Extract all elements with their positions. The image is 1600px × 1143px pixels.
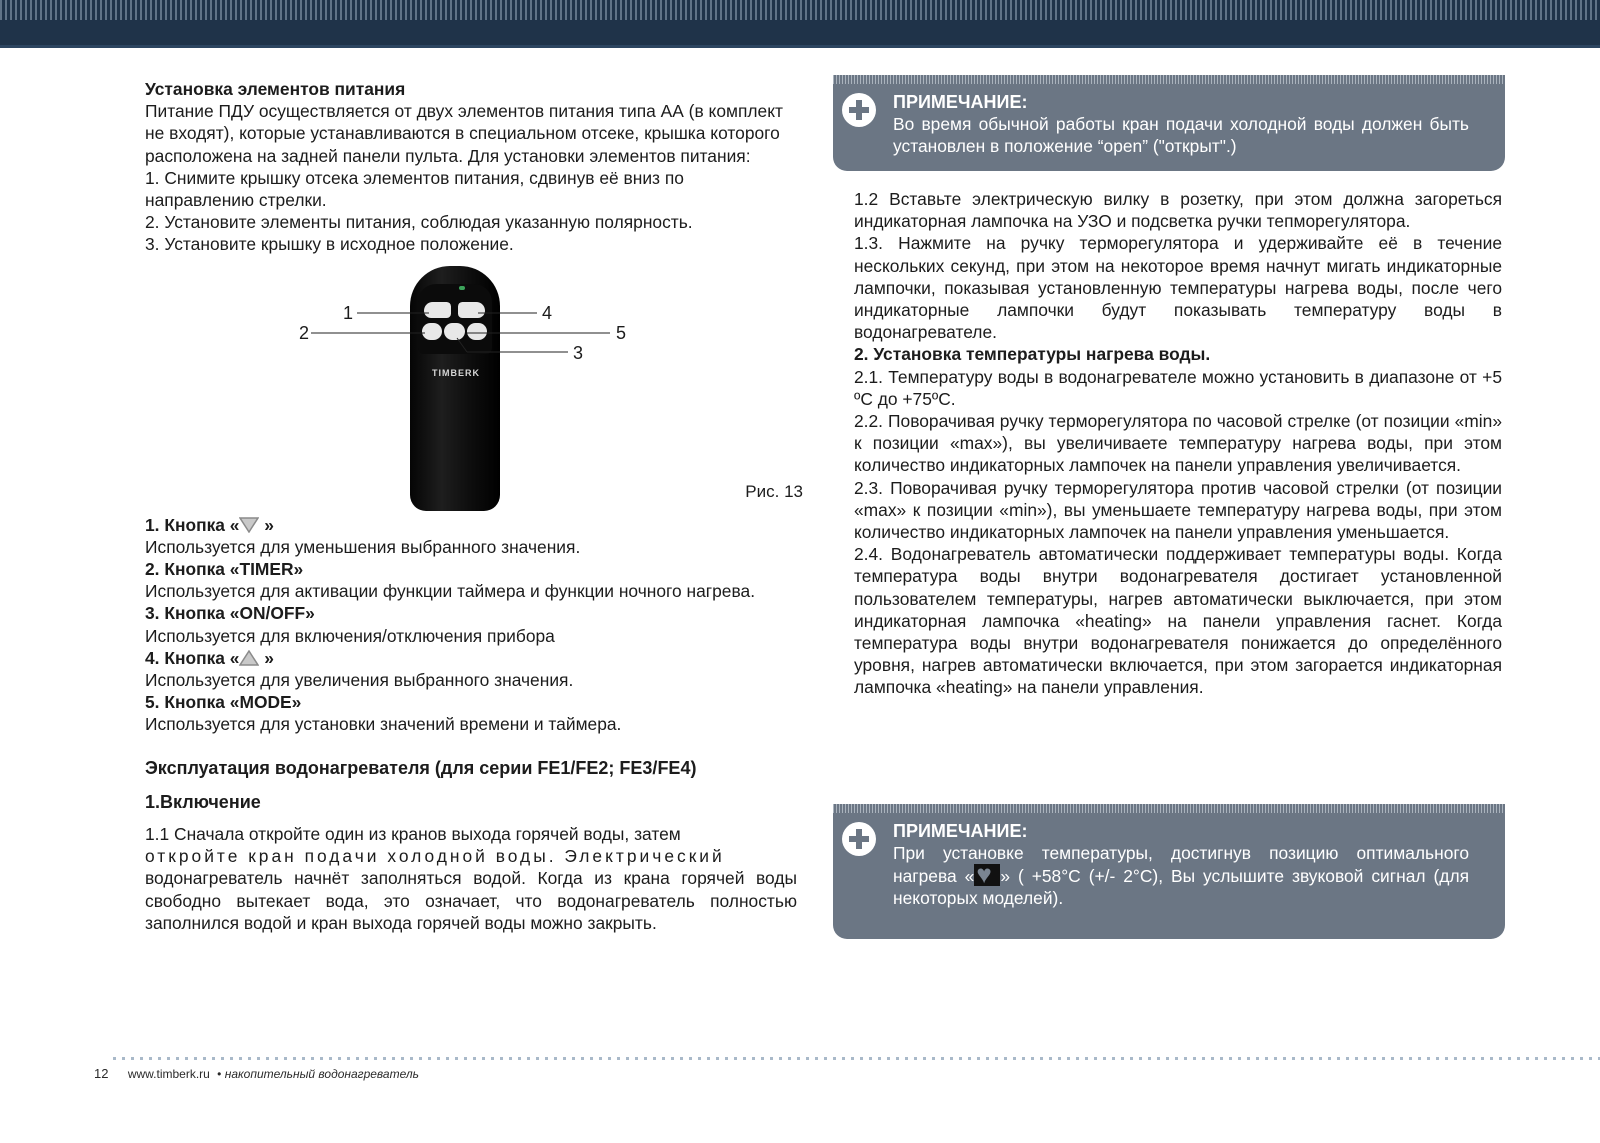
button-3-title: 3. Кнопка «ON/OFF» [145, 603, 315, 624]
step-2-4: 2.4. Водонагреватель автоматически поддерживает температуры воды. Когда температура воды внутри водонагревателя достигает установленной пользователем температуры, нагрев автоматически выключается, при этом индикаторная лампочка «heating» на панели управления гаснет. Когда температура воды внутри водонагревателя понижается до определённого уровня, нагрев автоматически включается, при этом загорается индикаторная лампочка «heating» на панели управления. [854, 544, 1502, 698]
note-box-1 [833, 75, 1505, 171]
up-triangle-icon [239, 650, 259, 666]
section-2-title: 2. Установка температуры нагрева воды. [854, 344, 1211, 365]
heart-icon [974, 864, 1000, 886]
note-hatch [833, 75, 1505, 84]
note-2-body: При установке температуры, достигнув позицию оптимального нагрева «♥ » ( +58°С (+/- 2°С), Вы услышите звуковой сигнал (для некоторых моделей). [893, 842, 1469, 909]
callout-1: 1 [343, 302, 354, 323]
top-bar-stripes [0, 0, 1600, 20]
footer-dotted-line [113, 1057, 1600, 1060]
callout-4: 4 [542, 302, 553, 323]
page-number: 12 [94, 1066, 109, 1081]
button-4-desc: Используется для увеличения выбранного значения. [145, 670, 574, 691]
button-3-desc: Используется для включения/отключения прибора [145, 625, 555, 646]
step-2-3: 2.3. Поворачивая ручку терморегулятора против часовой стрелки (от позиции «max» к позиции «min»), вы уменьшаете температуру нагрева воды, при этом количество индикаторных лампочек на панели управления уменьшается. [854, 477, 1502, 543]
battery-title: Установка элементов питания [145, 79, 406, 99]
battery-intro: Питание ПДУ осуществляется от двух элементов питания типа АА (в комплект не входят), которые устанавливаются в специальном отсеке, крышка которого расположена на задней панели пульта. Для установки элементов питания: [145, 101, 783, 166]
step-1-1-line-1: 1.1 Сначала откройте один из кранов выхода горячей воды, затем [145, 824, 681, 845]
button-2-desc: Используется для активации функции таймера и функции ночного нагрева. [145, 581, 756, 602]
button-5-desc: Используется для установки значений времени и таймера. [145, 714, 622, 735]
step-1-1-line-2: откройте кран подачи холодной воды. Электрический [145, 846, 725, 867]
remote-figure [145, 266, 803, 514]
callout-5: 5 [616, 322, 627, 343]
footer-tagline: накопительный водонагреватель [224, 1067, 419, 1081]
footer-separator: • [217, 1067, 222, 1081]
step-2-1: 2.1. Температуру воды в водонагревателе можно установить в диапазоне от +5 ºС до +75ºС. [854, 366, 1502, 409]
note-box-2 [833, 804, 1505, 939]
battery-step-2: 2. Установите элементы питания, соблюдая указанную полярность. [145, 212, 693, 233]
note-hatch [833, 804, 1505, 813]
top-decorative-bar [0, 0, 1600, 48]
operation-title: Эксплуатация водонагревателя (для серии FE1/FE2; FE3/FE4) [145, 757, 697, 778]
right-column [854, 188, 1502, 699]
battery-step-1: 1. Снимите крышку отсека элементов питания, сдвинув её вниз по направлению стрелки. [145, 167, 684, 211]
callout-lines [145, 266, 797, 514]
page-footer [94, 1066, 419, 1081]
plus-icon [842, 93, 876, 127]
button-5-title: 5. Кнопка «MODE» [145, 692, 302, 713]
plus-icon [842, 822, 876, 856]
remote-logo: TIMBERK [432, 367, 480, 378]
note-1-body: Во время обычной работы кран подачи холодной воды должен быть установлен в положение “open” ("открыт".) [893, 114, 1469, 156]
switch-on-title: 1.Включение [145, 791, 261, 812]
step-1-3: 1.3. Нажмите на ручку терморегулятора и удерживайте её в течение нескольких секунд, при этом на некоторое время начнут мигать индикаторные лампочки, показывая установленную температуры нагрева воды, после чего индикаторные лампочки будут показывать температуру воды в водонагревателе. [854, 233, 1502, 343]
figure-caption: Рис. 13 [745, 481, 803, 501]
note-2-title: ПРИМЕЧАНИЕ: [893, 821, 1028, 841]
step-1-1-rest: водонагреватель начнёт заполняться водой. Когда из крана горячей воды свободно вытекает вода, это означает, что водонагреватель полностью заполнился водой и кран выхода горячей воды можно закрыть. [145, 868, 797, 933]
button-4-title: 4. Кнопка « » [145, 647, 274, 668]
button-1-title: 1. Кнопка « » [145, 514, 274, 535]
footer-site-link[interactable]: www.timberk.ru [127, 1067, 210, 1081]
button-2-title: 2. Кнопка «TIMER» [145, 559, 304, 580]
step-1-2: 1.2 Вставьте электрическую вилку в розетку, при этом должна загореться индикаторная лампочка на УЗО и подсветка ручки тепморегулятора. [854, 189, 1502, 232]
note-1-title: ПРИМЕЧАНИЕ: [893, 92, 1028, 112]
callout-2: 2 [299, 322, 310, 343]
left-column [145, 78, 803, 934]
button-1-desc: Используется для уменьшения выбранного значения. [145, 536, 581, 557]
callout-3: 3 [573, 342, 584, 363]
down-triangle-icon [239, 517, 259, 533]
step-2-2: 2.2. Поворачивая ручку терморегулятора по часовой стрелке (от позиции «min» к позиции «max»), вы увеличиваете температуру нагрева воды, при этом количество индикаторных лампочек на панели управления увеличивается. [854, 411, 1502, 476]
battery-step-3: 3. Установите крышку в исходное положение. [145, 234, 514, 255]
